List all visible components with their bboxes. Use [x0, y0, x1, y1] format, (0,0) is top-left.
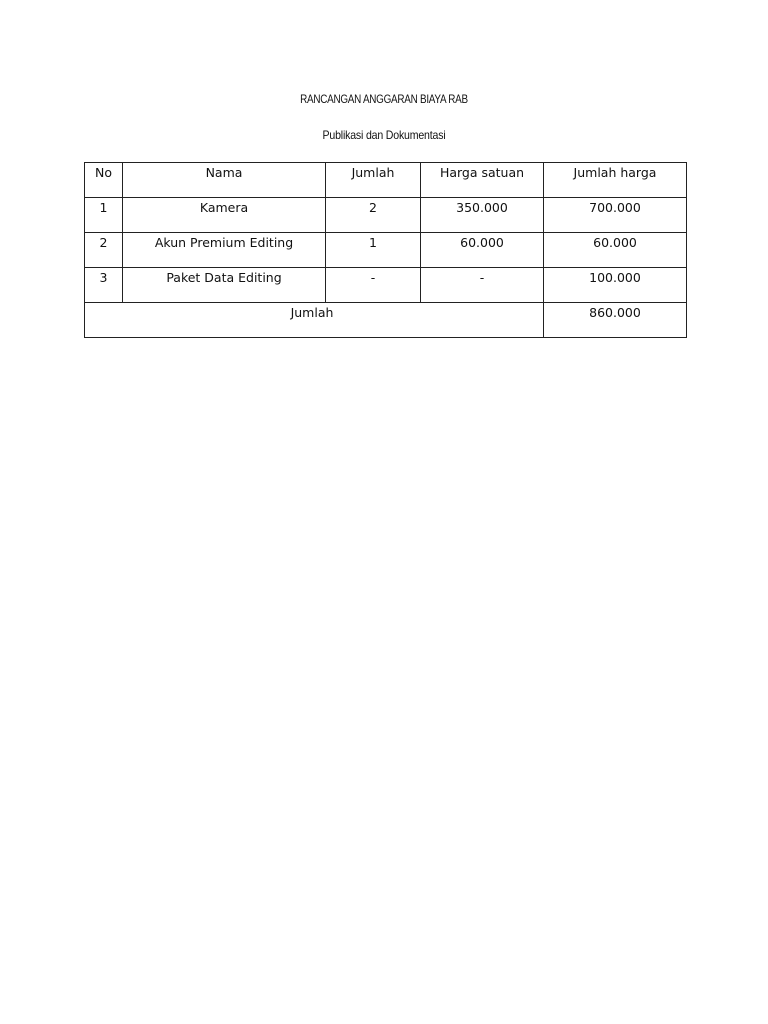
table-row [85, 268, 687, 303]
cell-nama: Kamera [123, 198, 326, 233]
table-total-row [85, 303, 687, 338]
table-row [85, 198, 687, 233]
cell-jumlah-harga: 100.000 [544, 268, 687, 303]
cell-harga-satuan: 60.000 [421, 233, 544, 268]
total-label: Jumlah [85, 303, 544, 338]
total-value: 860.000 [544, 303, 687, 338]
document-title: RANCANGAN ANGGARAN BIAYA RAB [300, 94, 468, 106]
cell-harga-satuan: 350.000 [421, 198, 544, 233]
table-header-row [85, 163, 687, 198]
cell-nama: Paket Data Editing [123, 268, 326, 303]
cell-nama: Akun Premium Editing [123, 233, 326, 268]
header-jumlah: Jumlah [326, 163, 421, 198]
table-row [85, 233, 687, 268]
cell-jumlah-harga: 60.000 [544, 233, 687, 268]
header-jumlah-harga: Jumlah harga [544, 163, 687, 198]
cell-harga-satuan: - [421, 268, 544, 303]
cell-jumlah: 2 [326, 198, 421, 233]
cell-no: 1 [85, 198, 123, 233]
cell-no: 3 [85, 268, 123, 303]
budget-table [84, 162, 687, 338]
header-harga-satuan: Harga satuan [421, 163, 544, 198]
cell-no: 2 [85, 233, 123, 268]
cell-jumlah-harga: 700.000 [544, 198, 687, 233]
cell-jumlah: 1 [326, 233, 421, 268]
header-nama: Nama [123, 163, 326, 198]
document-subtitle: Publikasi dan Dokumentasi [322, 128, 446, 142]
header-no: No [85, 163, 123, 198]
cell-jumlah: - [326, 268, 421, 303]
